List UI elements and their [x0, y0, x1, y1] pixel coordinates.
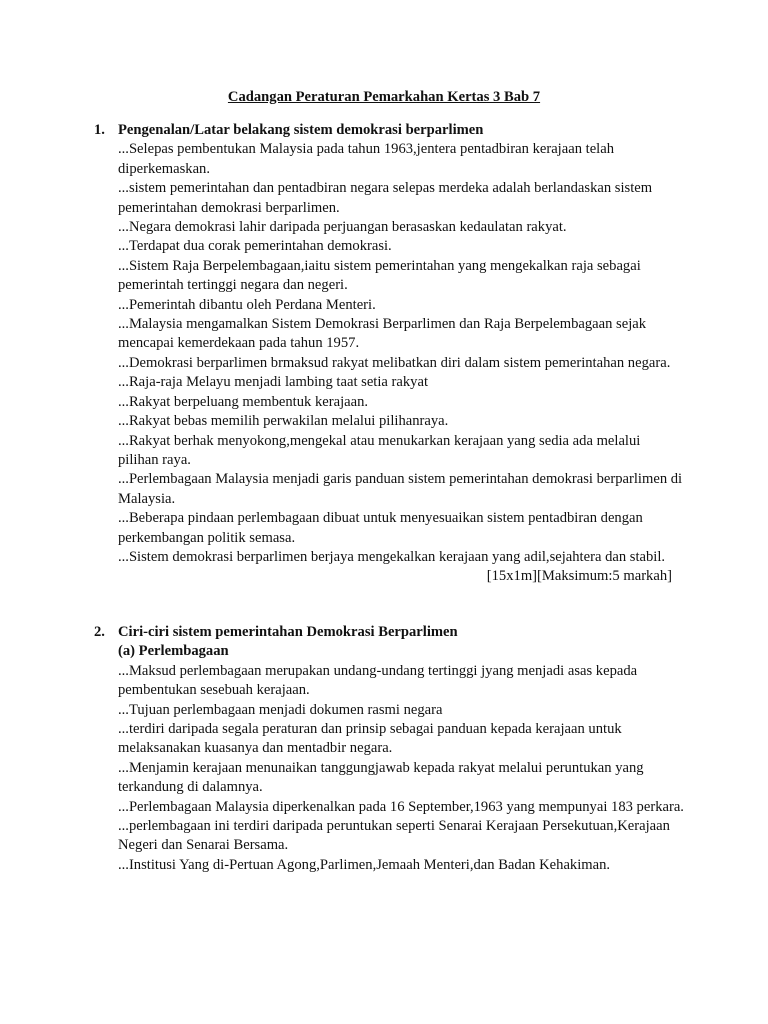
- list-item: ...sistem pemerintahan dan pentadbiran negara selepas merdeka adalah berlandaskan sistem pemerintahan demokrasi berparlimen.: [118, 180, 653, 216]
- list-item: ...Rakyat berpeluang membentuk kerajaan.: [118, 393, 369, 410]
- list-item: ...Maksud perlembagaan merupakan undang-undang tertinggi jyang menjadi asas kepada pembentukan sesebuah kerajaan.: [118, 662, 638, 699]
- point-list: [94, 140, 684, 567]
- section-heading: [94, 623, 684, 642]
- section-heading: [94, 121, 684, 140]
- marks-allocation: [15x1m][Maksimum:5 markah]: [486, 568, 672, 585]
- list-item: ...Pemerintah dibantu oleh Perdana Menteri.: [118, 296, 376, 313]
- list-item: ...Negara demokrasi lahir daripada perjuangan berasaskan kedaulatan rakyat.: [118, 219, 567, 236]
- section-number: 1.: [94, 122, 105, 138]
- list-item: ...Rakyat bebas memilih perwakilan melalui pilihanraya.: [118, 413, 449, 430]
- list-item: ...Sistem demokrasi berparlimen berjaya mengekalkan kerajaan yang adil,sejahtera dan stabil.: [118, 548, 666, 565]
- list-item: ...Terdapat dua corak pemerintahan demokrasi.: [118, 238, 392, 255]
- list-item: ...Perlembagaan Malaysia menjadi garis panduan sistem pemerintahan demokrasi berparlimen di Malaysia.: [118, 471, 683, 507]
- section-heading-text: Pengenalan/Latar belakang sistem demokrasi berparlimen: [118, 122, 484, 138]
- point-list: [94, 662, 684, 875]
- list-item: ...Selepas pembentukan Malaysia pada tahun 1963,jentera pentadbiran kerajaan telah diperkemaskan.: [118, 141, 614, 177]
- subsection-heading: (a) Perlembagaan: [118, 643, 229, 660]
- list-item: ...Menjamin kerajaan menunaikan tanggungjawab kepada rakyat melalui peruntukan yang terkandung di dalamnya.: [118, 759, 644, 796]
- section-heading-text: Ciri-ciri sistem pemerintahan Demokrasi Berparlimen: [118, 624, 458, 640]
- list-item: ...Beberapa pindaan perlembagaan dibuat untuk menyesuaikan sistem pentadbiran dengan perkembangan politik semasa.: [118, 510, 643, 546]
- list-item: ...Tujuan perlembagaan menjadi dokumen rasmi negara: [118, 701, 443, 718]
- list-item: ...Raja-raja Melayu menjadi lambing taat setia rakyat: [118, 374, 428, 391]
- list-item: ...perlembagaan ini terdiri daripada peruntukan seperti Senarai Kerajaan Persekutuan,Kerajaan Negeri dan Senarai Bersama.: [118, 818, 670, 854]
- document-title: Cadangan Peraturan Pemarkahan Kertas 3 Bab 7: [227, 89, 541, 105]
- list-item: ...Perlembagaan Malaysia diperkenalkan pada 16 September,1963 yang mempunyai 183 perkara.: [118, 798, 684, 815]
- section-characteristics: [94, 623, 684, 875]
- list-item: ...Demokrasi berparlimen brmaksud rakyat melibatkan diri dalam sistem pemerintahan negara.: [118, 354, 671, 371]
- list-item: ...Malaysia mengamalkan Sistem Demokrasi Berparlimen dan Raja Berpelembagaan sejak mencapai kemerdekaan pada tahun 1957.: [118, 316, 647, 352]
- list-item: ...Sistem Raja Berpelembagaan,iaitu sistem pemerintahan yang mengekalkan raja sebagai pemerintah tertinggi negara dan negeri.: [118, 257, 641, 294]
- section-number: 2.: [94, 624, 105, 640]
- list-item: ...terdiri daripada segala peraturan dan prinsip sebagai panduan kepada kerajaan untuk melaksanakan kuasanya dan mentadbir negara.: [118, 721, 622, 757]
- list-item: ...Rakyat berhak menyokong,mengekal atau menukarkan kerajaan yang sedia ada melalui pilihan raya.: [118, 432, 641, 468]
- section-introduction: [94, 121, 684, 587]
- list-item: ...Institusi Yang di-Pertuan Agong,Parlimen,Jemaah Menteri,dan Badan Kehakiman.: [118, 856, 611, 873]
